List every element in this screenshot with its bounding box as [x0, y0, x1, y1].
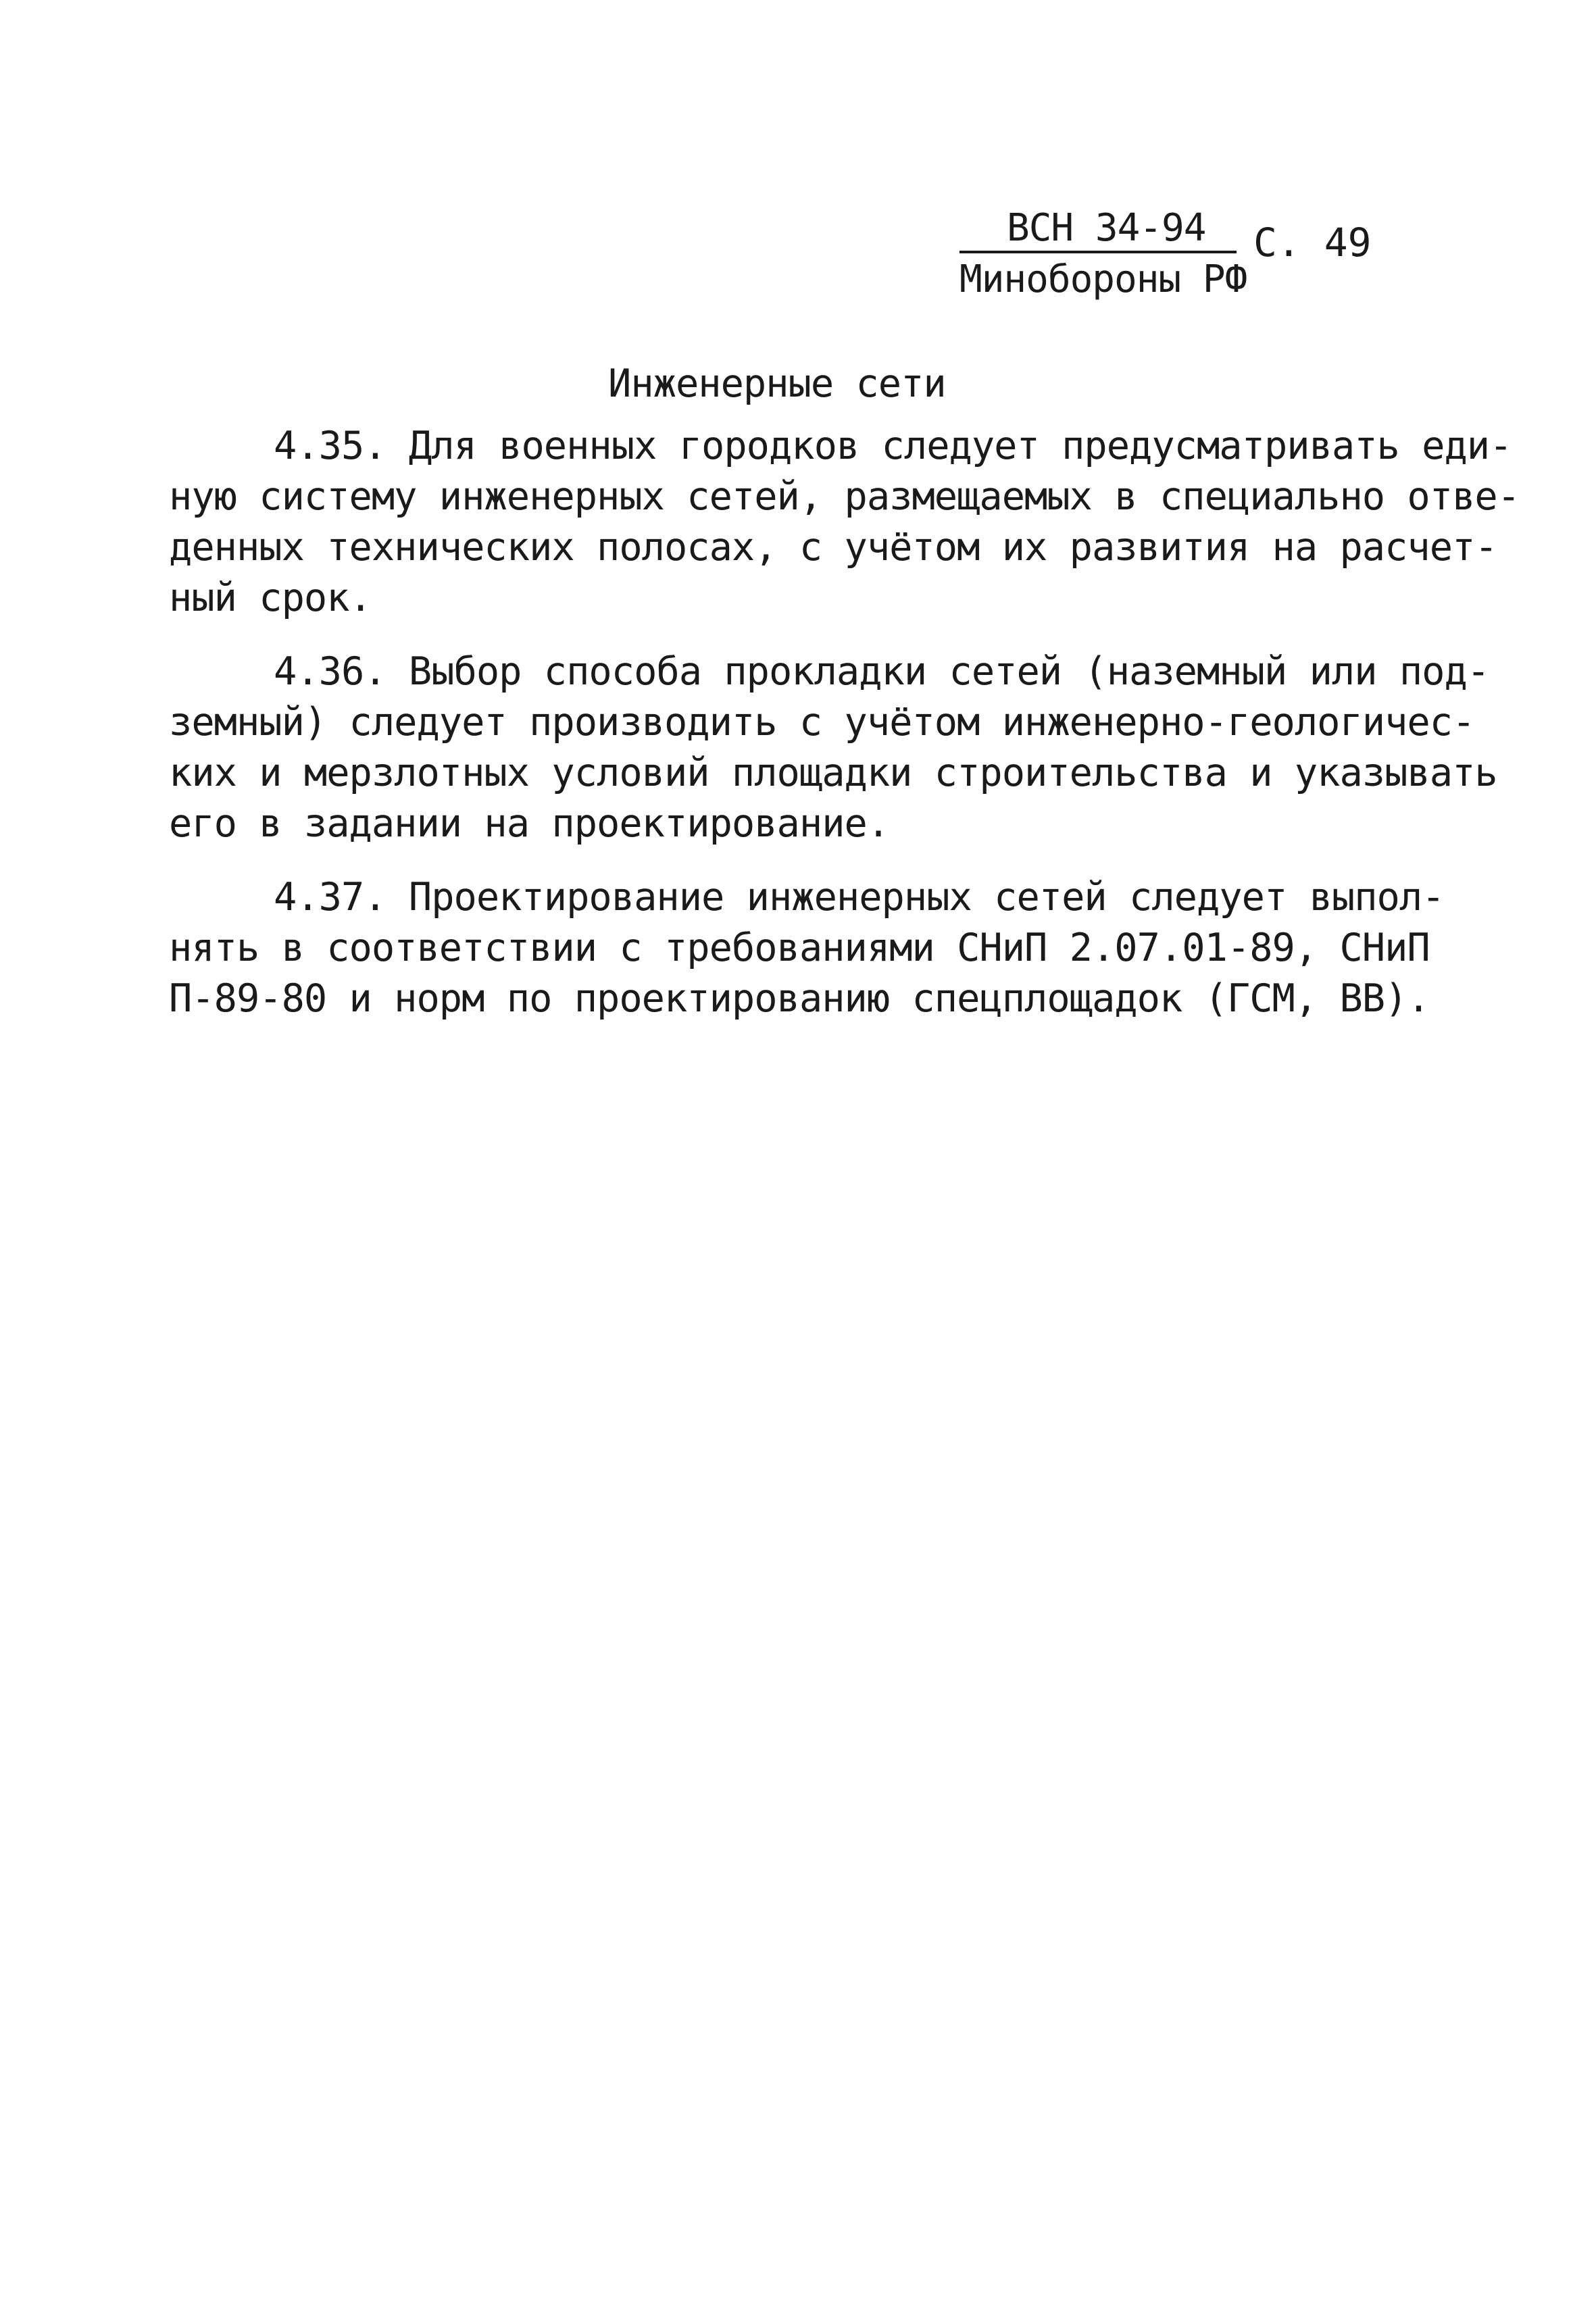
clause-4-36	[169, 647, 1497, 849]
clause-4-35	[169, 421, 1520, 624]
clause-line: денных технических полосах, с учётом их развития на расчет-	[169, 525, 1497, 570]
page-header	[959, 206, 1392, 314]
clause-line: П-89-80 и норм по проектированию спецплощадок (ГСМ, ВВ).	[169, 976, 1430, 1021]
document-code: ВСН 34-94	[1007, 206, 1206, 250]
clause-line: ких и мерзлотных условий площадки строительства и указывать	[169, 751, 1497, 795]
clause-line: 4.36. Выбор способа прокладки сетей (наземный или под-	[274, 649, 1490, 694]
clause-line: 4.37. Проектирование инженерных сетей следует выпол-	[274, 875, 1445, 920]
clause-line: ную систему инженерных сетей, размещаемых в специально отве-	[169, 474, 1520, 519]
header-rule	[959, 251, 1237, 253]
document-organization: Минобороны РФ	[959, 257, 1247, 301]
clause-4-37	[169, 872, 1444, 1024]
clause-line: его в задании на проектирование.	[169, 801, 890, 846]
clause-line: ный срок.	[169, 576, 372, 620]
page-number: С. 49	[1253, 220, 1372, 266]
section-title: Инженерные сети	[608, 361, 946, 406]
clause-line: земный) следует производить с учётом инженерно-геологичес-	[169, 700, 1475, 745]
clause-line: 4.35. Для военных городков следует предусматривать еди-	[274, 424, 1512, 468]
clause-line: нять в соответствии с требованиями СНиП 2.07.01-89, СНиП	[169, 926, 1430, 970]
